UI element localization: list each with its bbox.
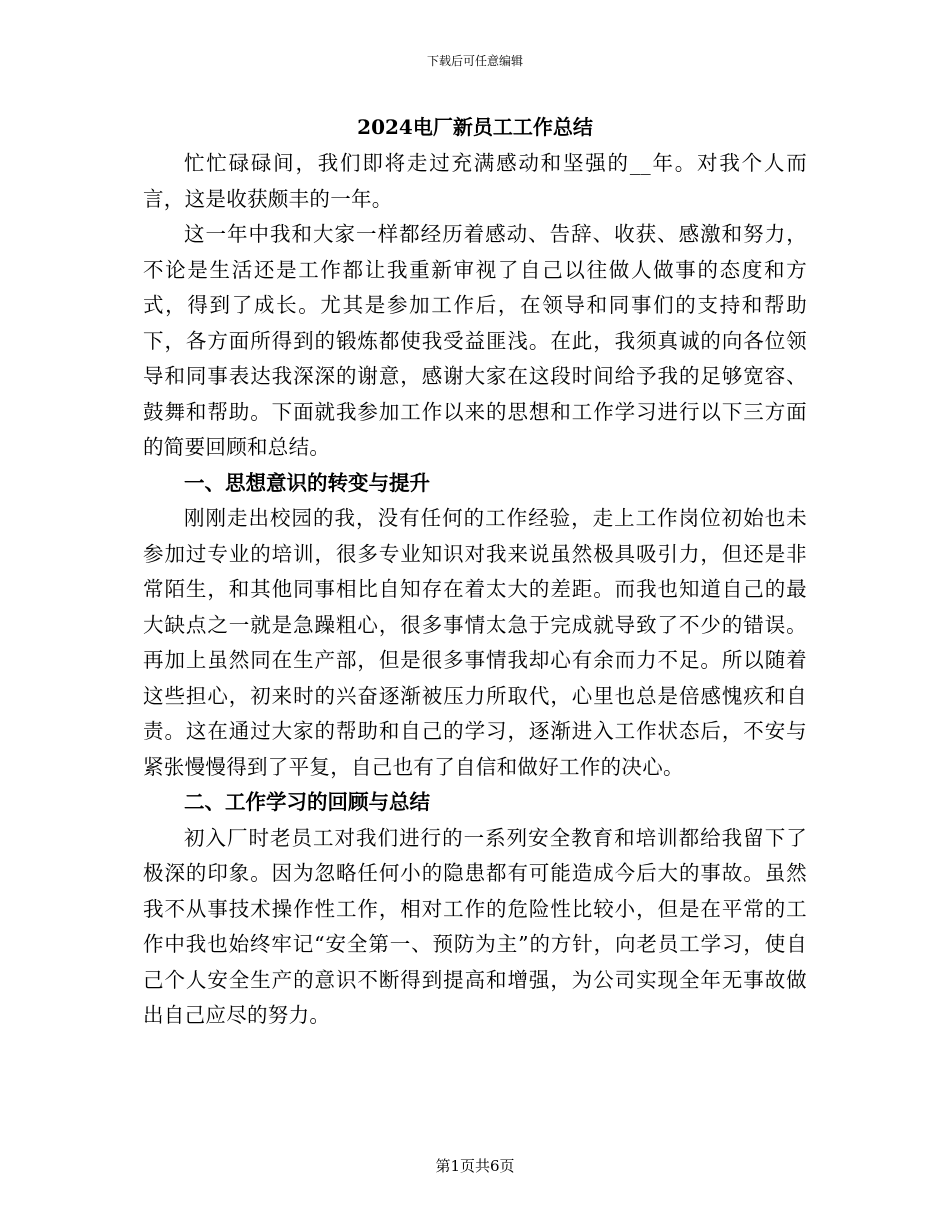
paragraph-mindset: 刚刚走出校园的我，没有任何的工作经验，走上工作岗位初始也未参加过专业的培训，很多专业知识对我来说虽然极具吸引力，但还是非常陌生，和其他同事相比自知存在着太大的差距。而我也知道自己的最大缺点之一就是急躁粗心，很多事情太急于完成就导致了不少的错误。再加上虽然同在生产部，但是很多事情我却心有余而力不足。所以随着这些担心，初来时的兴奋逐渐被压力所取代，心里也总是倍感愧疚和自责。这在通过大家的帮助和自己的学习，逐渐进入工作状态后，不安与紧张慢慢得到了平复，自己也有了自信和做好工作的决心。 xyxy=(143,506,807,779)
page-footer-number: 第1页共6页 xyxy=(435,1157,515,1175)
paragraph-intro: 忙忙碌碌间，我们即将走过充满感动和坚强的__年。对我个人而言，这是收获颇丰的一年。 xyxy=(143,151,807,211)
paragraph-thanks: 这一年中我和大家一样都经历着感动、告辞、收获、感激和努力，不论是生活还是工作都让我重新审视了自己以往做人做事的态度和方式，得到了成长。尤其是参加工作后，在领导和同事们的支持和帮助下，各方面所得到的锻炼都使我受益匪浅。在此，我须真诚的向各位领导和同事表达我深深的谢意，感谢大家在这段时间给予我的足够宽容、鼓舞和帮助。下面就我参加工作以来的思想和工作学习进行以下三方面的简要回顾和总结。 xyxy=(143,222,807,459)
section-heading-work-review: 二、工作学习的回顾与总结 xyxy=(184,790,430,814)
page-header-note: 下载后可任意编辑 xyxy=(426,54,523,68)
document-body xyxy=(143,146,807,1034)
document-title: 2024电厂新员工工作总结 xyxy=(357,115,593,139)
section-heading-mindset: 一、思想意识的转变与提升 xyxy=(184,470,430,495)
paragraph-work-review: 初入厂时老员工对我们进行的一系列安全教育和培训都给我留下了极深的印象。因为忽略任何小的隐患都有可能造成今后大的事故。虽然我不从事技术操作性工作，相对工作的危险性比较小，但是在平常的工作中我也始终牢记“安全第一、预防为主”的方针，向老员工学习，使自己个人安全生产的意识不断得到提高和增强，为公司实现全年无事故做出自己应尽的努力。 xyxy=(143,825,807,1027)
